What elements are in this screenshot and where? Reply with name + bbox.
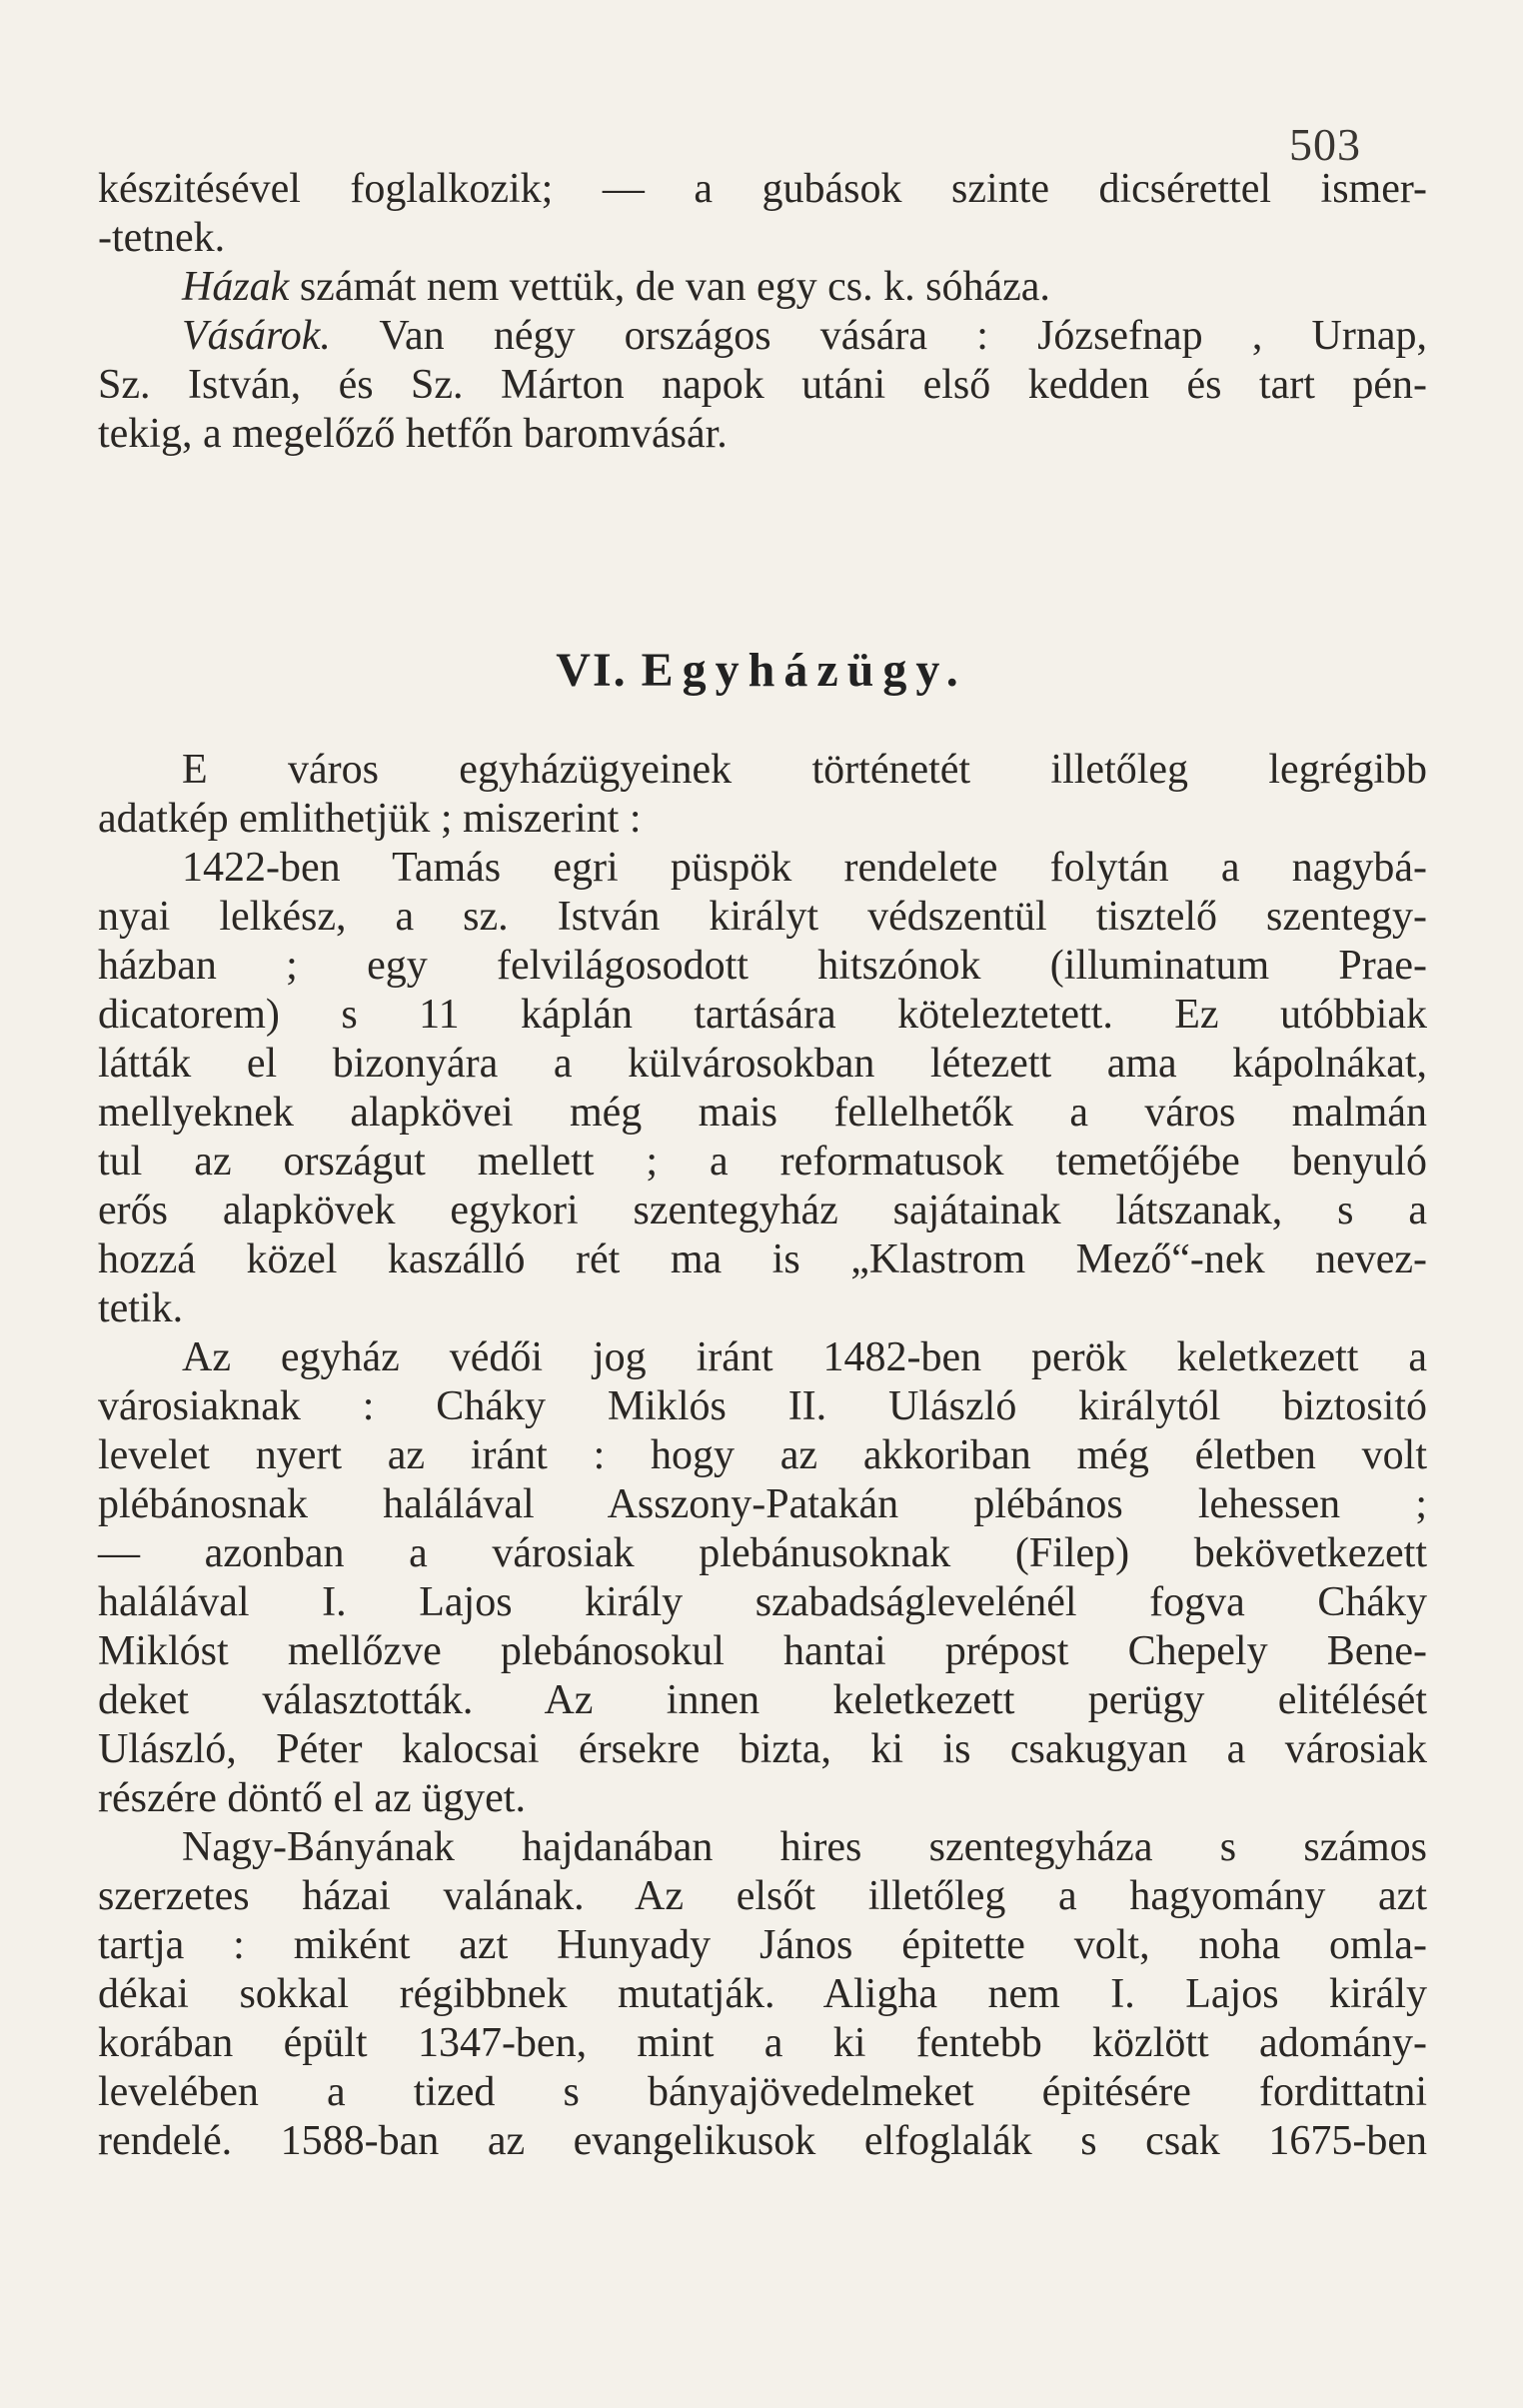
text-line (98, 214, 1427, 263)
text-line (98, 844, 1427, 893)
line-text: -tetnek. (98, 215, 226, 261)
text-line (98, 1235, 1427, 1284)
text-line (98, 410, 1427, 459)
text-line (98, 1431, 1427, 1480)
section-numeral: VI. (556, 644, 628, 697)
line-text: korában épült 1347-ben, mint a ki fentebb közlött adomány- (98, 2020, 1427, 2066)
line-text: látták el bizonyára a külvárosokban létezett ama kápolnákat, (98, 1041, 1427, 1087)
line-text: készitésével foglalkozik; — a gubások szinte dicsérettel ismer- (98, 166, 1427, 212)
text-line (98, 2068, 1427, 2117)
text-line (98, 1382, 1427, 1431)
line-text: E város egyházügyeinek történetét illetőleg legrégibb (182, 747, 1427, 793)
text-line (98, 1480, 1427, 1529)
text-line (98, 1040, 1427, 1089)
line-text: városiaknak : Cháky Miklós II. Ulászló királytól biztositó (98, 1383, 1427, 1429)
text-line (98, 1872, 1427, 1921)
text-line (98, 1970, 1427, 2019)
text-line (98, 361, 1427, 410)
line-text: számát nem vettük, de van egy cs. k. sóháza. (289, 264, 1050, 310)
text-line (98, 2117, 1427, 2166)
line-text: levelet nyert az iránt : hogy az akkoriban még életben volt (98, 1432, 1427, 1478)
line-text: Az egyház védői jog iránt 1482-ben perök keletkezett a (182, 1334, 1427, 1380)
text-line (98, 1529, 1427, 1578)
text-line (98, 746, 1427, 795)
body-text (98, 746, 1427, 2166)
line-text: dékai sokkal régibbnek mutatják. Aligha nem I. Lajos király (98, 1971, 1427, 2017)
text-line (98, 991, 1427, 1040)
line-text: Nagy-Bányának hajdanában hires szentegyháza s számos (182, 1824, 1427, 1870)
text-line (98, 1187, 1427, 1235)
text-line (98, 165, 1427, 214)
text-line (98, 942, 1427, 991)
text-line (98, 1089, 1427, 1138)
text-line (98, 1627, 1427, 1676)
page-number: 503 (1289, 119, 1361, 170)
text-line (98, 1921, 1427, 1970)
line-text: rendelé. 1588-ban az evangelikusok elfoglalák s csak 1675-ben (98, 2118, 1427, 2164)
line-text: erős alapkövek egykori szentegyház sajátainak látszanak, s a (98, 1188, 1427, 1233)
line-text: plébánosnak halálával Asszony-Patakán plébános lehessen ; (98, 1481, 1427, 1527)
text-line (98, 795, 1427, 844)
text-line (98, 1774, 1427, 1823)
line-text: dicatorem) s 11 káplán tartására köteleztetett. Ez utóbbiak (98, 992, 1427, 1038)
text-line (98, 263, 1427, 312)
line-text: házban ; egy felvilágosodott hitszónok (illuminatum Prae- (98, 943, 1427, 989)
text-line (98, 1284, 1427, 1333)
line-text: Sz. István, és Sz. Márton napok utáni első kedden és tart pén- (98, 362, 1427, 408)
line-text: adatkép emlithetjük ; miszerint : (98, 796, 642, 842)
text-line (98, 893, 1427, 942)
line-text: Van négy országos vására : Józsefnap , Urnap, (330, 313, 1427, 359)
text-line (98, 1725, 1427, 1774)
italic-lead: Vásárok. (182, 313, 331, 359)
opening-paragraphs (98, 165, 1427, 459)
text-line (98, 2019, 1427, 2068)
line-text: részére döntő el az ügyet. (98, 1775, 526, 1821)
text-line (98, 1333, 1427, 1382)
text-line (98, 1676, 1427, 1725)
italic-lead: Házak (182, 264, 290, 310)
text-line (98, 1138, 1427, 1187)
line-text: tetik. (98, 1285, 184, 1331)
line-text: levelében a tized s bányajövedelmeket épitésére fordittatni (98, 2069, 1427, 2115)
line-text: 1422-ben Tamás egri püspök rendelete folytán a nagybá- (182, 845, 1427, 891)
section-heading (0, 643, 1523, 698)
line-text: nyai lelkész, a sz. István királyt védszentül tisztelő szentegy- (98, 894, 1427, 940)
line-text: szerzetes házai valának. Az elsőt illetőleg a hagyomány azt (98, 1873, 1427, 1919)
line-text: tekig, a megelőző hetfőn baromvásár. (98, 411, 728, 457)
line-text: Ulászló, Péter kalocsai érsekre bizta, ki is csakugyan a városiak (98, 1726, 1427, 1772)
text-line (98, 1578, 1427, 1627)
line-text: Miklóst mellőzve plebánosokul hantai prépost Chepely Bene- (98, 1628, 1427, 1674)
text-line (98, 1823, 1427, 1872)
section-title: Egyházügy. (641, 644, 967, 697)
line-text: deket választották. Az innen keletkezett perügy elitélését (98, 1677, 1427, 1723)
line-text: — azonban a városiak plebánusoknak (Filep) bekövetkezett (98, 1530, 1427, 1576)
text-line (98, 312, 1427, 361)
line-text: hozzá közel kaszálló rét ma is „Klastrom Mező“-nek nevez- (98, 1236, 1427, 1282)
line-text: mellyeknek alapkövei még mais fellelhetők a város malmán (98, 1090, 1427, 1136)
line-text: tul az országut mellett ; a reformatusok temetőjébe benyuló (98, 1139, 1427, 1185)
line-text: tartja : miként azt Hunyady János épitette volt, noha omla- (98, 1922, 1427, 1968)
line-text: halálával I. Lajos király szabadságlevelénél fogva Cháky (98, 1579, 1427, 1625)
